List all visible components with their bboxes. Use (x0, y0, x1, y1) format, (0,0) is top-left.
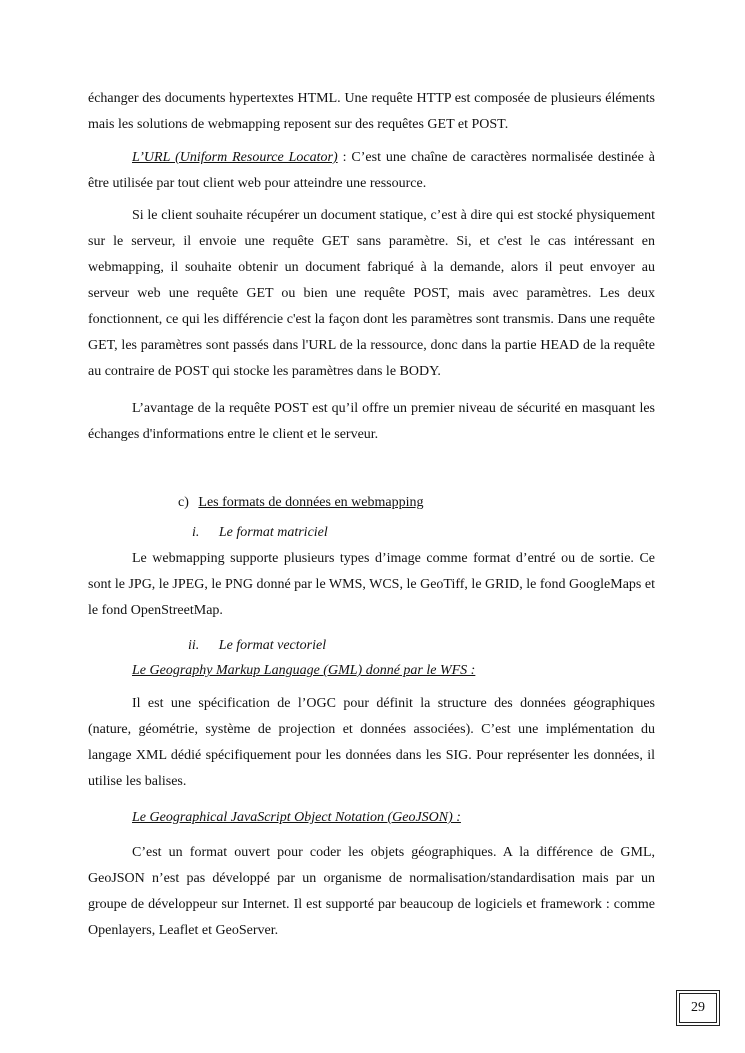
document-page (88, 0, 655, 1053)
subsection-ii-heading (188, 637, 326, 655)
section-c-heading (178, 494, 424, 512)
section-c-marker: c) (178, 495, 189, 510)
subsection-i-title: Le format matriciel (218, 525, 328, 540)
subsection-ii-title: Le format vectoriel (218, 638, 327, 653)
subsection-ii-marker: ii. (188, 638, 200, 653)
paragraph-gml: Il est une spécification de l’OGC pour définit la structure des données géographiques (nature, géométrie, système de projection et données associées). C’est une implémentation du langage XML dédié spécifiquement pour les données dans les SIG. Pour représenter les données, il utilise les balises. (88, 696, 655, 789)
paragraph-raster-formats: Le webmapping supporte plusieurs types d’image comme format d’entré ou de sortie. Ce sont le JPG, le JPEG, le PNG donné par le WMS, WCS, le GeoTiff, le GRID, le fond GoogleMaps et le fond OpenStreetMap. (88, 551, 655, 618)
page-number-box (676, 990, 720, 1026)
geojson-heading: Le Geographical JavaScript Object Notation (GeoJSON) : (132, 810, 461, 825)
subsection-i-marker: i. (192, 525, 200, 540)
gml-heading: Le Geography Markup Language (GML) donné par le WFS : (132, 663, 476, 678)
subsection-i-heading (192, 524, 328, 542)
paragraph-get-post: Si le client souhaite récupérer un document statique, c’est à dire qui est stocké physiquement sur le serveur, il envoie une requête GET sans paramètre. Si, et c'est le cas intéressant en webmapping, il souhaite obtenir un document fabriqué à la demande, alors il peut envoyer au serveur web une requête GET ou bien une requête POST, mais avec paramètres. Les deux fonctionnent, ce qui les différencie c'est la façon dont les paramètres sont transmis. Dans une requête GET, les paramètres sont passés dans l'URL de la ressource, donc dans la partie HEAD de la requête au contraire de POST qui stocke les paramètres dans le BODY. (88, 208, 655, 379)
section-c-title: Les formats de données en webmapping (198, 495, 424, 510)
paragraph-url (88, 145, 655, 197)
paragraph-post-advantage: L’avantage de la requête POST est qu’il offre un premier niveau de sécurité en masquant les échanges d'informations entre le client et le serveur. (88, 401, 655, 442)
paragraph-geojson: C’est un format ouvert pour coder les objets géographiques. A la différence de GML, GeoJSON n’est pas développé par un organisme de normalisation/standardisation mais par un groupe de développeur sur Internet. Il est supporté par beaucoup de logiciels et framework : comme Openlayers, Leaflet et GeoServer. (88, 845, 655, 938)
page-number: 29 (691, 1000, 705, 1015)
url-term: L’URL (Uniform Resource Locator) (132, 150, 338, 165)
url-definition: : C’est une chaîne de caractères normalisée destinée à être utilisée par tout client web pour atteindre une ressource. (88, 150, 655, 191)
paragraph-http: échanger des documents hypertextes HTML. Une requête HTTP est composée de plusieurs éléments mais les solutions de webmapping reposent sur des requêtes GET et POST. (88, 91, 655, 132)
